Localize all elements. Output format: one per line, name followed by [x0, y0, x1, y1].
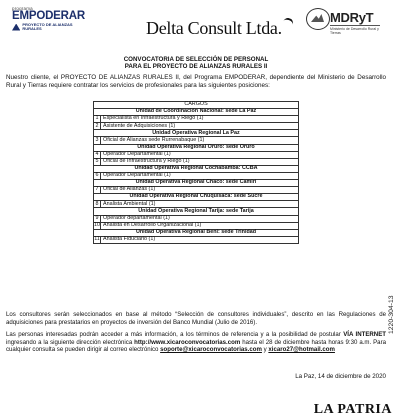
positions-table — [93, 101, 299, 244]
section-heading: Unidad Operativa Regional Oruro: sede Oruro — [94, 144, 299, 151]
mountain-icon — [12, 24, 20, 31]
support-email-link[interactable]: soporte@xicaroconvocatorias.com — [160, 346, 262, 354]
row-number: 11 — [94, 236, 100, 243]
position-name: Operador Departamental (1) — [101, 151, 299, 158]
mdryt-name: MDRyT — [330, 10, 374, 25]
hotmail-email-link[interactable]: xicaro27@hotmail.com — [268, 346, 335, 354]
header-logos — [6, 4, 386, 44]
section-heading: Unidad de Coordinación Nacional: sede La Paz — [94, 109, 299, 116]
empoderar-subtitle: PROYECTO DE ALIANZAS RURALES — [22, 22, 73, 31]
position-name: Asistente de Adquisiciones (1) — [101, 123, 299, 130]
table-row — [94, 236, 299, 243]
position-name: Oficial de Alianzas (1) — [101, 187, 299, 194]
section-heading: Unidad Operativa Regional Beni: sede Trinidad — [94, 229, 299, 236]
position-name: Operador Departamental (1) — [101, 172, 299, 179]
section-heading: Unidad Operativa Regional Tarija: sede Tarija — [94, 208, 299, 215]
section-heading: Unidad Operativa Regional Cochabamba: CCBA — [94, 165, 299, 172]
ad-code: 1220-304-13 — [388, 295, 395, 334]
title-line-1: CONVOCATORIA DE SELECCIÓN DE PERSONAL — [123, 56, 269, 63]
table-row — [94, 116, 299, 123]
selection-method-paragraph: Los consultores serán seleccionados en base al método “Selección de consultores individuales”, descrito en las Regulaciones de adquisiciones para prestatarios en proyectos de inversión del Banco Mundial (Julio de 2016). — [6, 311, 386, 326]
position-name: Analista en Desarrollo Organizacional (1) — [101, 222, 299, 229]
row-number: 4 — [95, 150, 99, 157]
row-number: 2 — [95, 122, 99, 129]
row-number: 10 — [94, 221, 100, 228]
section-heading: Unidad Operativa Regional Chuquisaca: sede Sucre — [94, 194, 299, 201]
advertisement — [6, 4, 386, 386]
row-number: 7 — [95, 186, 99, 193]
section-heading: Unidad Operativa Regional Chaco: sede Camiri — [94, 180, 299, 187]
position-name: Analista Ambiental (1) — [101, 201, 299, 208]
via-internet-text: VÍA INTERNET — [343, 331, 386, 338]
application-paragraph: Las personas interesadas podrán acceder a más información, a los términos de referencia y a la posibilidad de postular VÍA INTERNET ingresando a la siguiente dirección electrónica http://www.xicaroconvocatorias.com hasta el 28 de diciembre hasta horas 9:30 a.m. Para cualquier consulta se pueden dirigir al correo electrónico soporte@xicaroconvocatorias.com y xicaro27@hotmail.com — [6, 331, 386, 354]
delta-consult-logo — [146, 18, 293, 39]
row-number: 1 — [95, 115, 99, 122]
row-number: 6 — [95, 172, 99, 179]
date-line: La Paz, 14 de diciembre de 2020 — [295, 373, 386, 380]
table-row — [94, 123, 299, 130]
table-row — [94, 137, 299, 144]
row-number: 9 — [95, 214, 99, 221]
newspaper-masthead: LA PATRIA — [313, 402, 392, 417]
position-name: Oficial de Infraestructura y Riego (1) — [101, 158, 299, 165]
intro-paragraph: Nuestro cliente, el PROYECTO DE ALIANZAS RURALES II, del Programa EMPODERAR, dependiente del Ministerio de Desarrollo Rural y Tierras requiere contratar los servicios de profesionales para las siguientes posiciones: — [6, 74, 386, 89]
empoderar-name: EMPODERAR — [12, 10, 85, 22]
mdryt-logo — [306, 8, 382, 42]
section-heading: Unidad Operativa Regional La Paz — [94, 130, 299, 137]
position-name: Analista Fiduciario (1) — [101, 236, 299, 243]
seal-icon — [306, 8, 330, 30]
title-line-2: PARA EL PROYECTO DE ALIANZAS RURALES II — [124, 63, 268, 71]
delta-logo-text: Delta Consult Ltda. — [146, 18, 282, 38]
position-name: Especialista en Infraestructura y Riego (1) — [101, 116, 299, 123]
mdryt-subtitle: Ministerio de Desarrollo Rural y Tierras — [330, 27, 379, 35]
table-section-row — [94, 130, 299, 137]
position-name: Operador departamental (1) — [101, 215, 299, 222]
website-link[interactable]: http://www.xicaroconvocatorias.com — [134, 338, 241, 346]
row-number: 3 — [95, 136, 99, 143]
empoderar-logo — [12, 6, 88, 44]
table-header: CARGOS — [94, 102, 299, 109]
row-number: 5 — [95, 158, 99, 164]
row-number: 8 — [95, 200, 99, 207]
empoderar-program-label: programa — [12, 6, 33, 11]
table-section-row — [94, 208, 299, 215]
position-name: Oficial de Alianzas sede Rurrenabaque (1) — [101, 137, 299, 144]
announcement-title — [6, 56, 386, 71]
swoosh-icon — [281, 17, 294, 30]
table-section-row — [94, 194, 299, 201]
table-row — [94, 201, 299, 208]
